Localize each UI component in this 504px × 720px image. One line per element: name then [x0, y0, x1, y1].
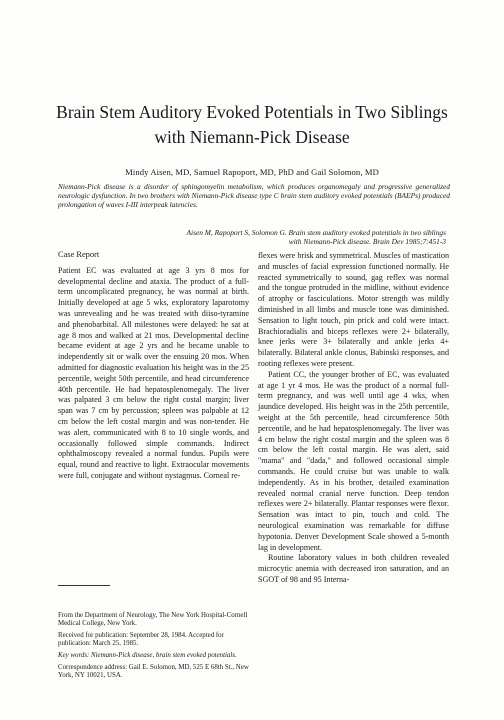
footnotes	[58, 612, 249, 683]
right-column	[258, 251, 449, 586]
body-paragraph: Patient EC was evaluated at age 3 yrs 8 mos for developmental decline and ataxia. The product of a full-term uncomplicated pregnancy, he was normal at birth. Initially developed at age 5 wks, exploratory laparotomy was unrevealing and he was treated with diiso-tyramine and phenobarbital. All milestones were delayed: he sat at age 8 mos and walked at 21 mos. Developmental decline became evident at age 2 yrs and he became unable to independently sit or walk over the ensuing 20 mos. When admitted for diagnostic evaluation his height was in the 25 percentile, weight 50th percentile, and head circumference 40th percentile. He had hepatosplenomegaly. The liver was palpated 3 cm below the right costal margin; liver span was 7 cm by percussion; spleen was palpable at 12 cm below the left costal margin and was non-tender. He was alert, communicated with 8 to 10 single words, and occasionally followed simple commands. Indirect ophthalmoscopy revealed a normal fundus. Pupils were equal, round and reactive to light. Extraocular movements were full, conjugate and without nystagmus. Corneal re-	[58, 265, 249, 480]
article-title-line-1: Brain Stem Auditory Evoked Potentials in Two Siblings	[56, 102, 448, 122]
footnote-keywords: Key words: Niemann-Pick disease, brain stem evoked potentials.	[58, 651, 237, 659]
footnote-affiliation: From the Department of Neurology, The New York Hospital-Cornell Medical College, New York.	[58, 612, 248, 628]
footnote-dates: Received for publication: September 28, 1984. Accepted for publication: March 25, 1985.	[58, 631, 224, 648]
citation	[166, 228, 446, 246]
left-column	[58, 250, 249, 482]
section-heading: Case Report	[58, 250, 100, 259]
article-title	[40, 100, 464, 150]
footnote-divider	[58, 585, 110, 586]
citation-line-1: Aisen M, Rapoport S, Solomon G. Brain stem auditory evoked potentials in two siblings	[186, 228, 446, 237]
article-title-line-2: with Niemann-Pick Disease	[154, 127, 350, 147]
body-paragraph: Patient CC, the younger brother of EC, was evaluated at age 1 yr 4 mos. He was the product of a normal full-term pregnancy, and was well until age 4 wks, when jaundice developed. His height was in the 25th percentile, weight at the 5th percentile, head circumference 50th percentile, and he had hepatosplenomegaly. The liver was 4 cm below the right costal margin and the spleen was 8 cm below the left costal margin. He was alert, said "mama" and "dada," and followed occasional simple commands. He could cruise but was unable to walk independently. As in his brother, detailed examination revealed normal cranial nerve function. Deep tendon reflexes were 2+ bilaterally. Plantar responses were flexor. Sensation was intact to pin, touch and cold. The neurological examination was remarkable for diffuse hypotonia. Denver Development Scale showed a 5-month lag in development.	[258, 369, 449, 552]
body-paragraph: flexes were brisk and symmetrical. Muscles of mastication and muscles of facial expression functioned normally. He reacted symmetrically to sound, gag reflex was normal and the tongue protruded in the midline, without evidence of atrophy or fasciculations. Motor strength was mildly diminished in all limbs and muscle tone was diminished. Sensation to light touch, pin prick and cold were intact. Brachioradialis and biceps reflexes were 2+ bilaterally, knee jerks were 3+ bilaterally and ankle jerks 4+ bilaterally. Bilateral ankle clonus, Babinski responses, and rooting reflexes were present.	[258, 251, 449, 368]
footnote-correspondence: Correspondence address: Gail E. Solomon, MD, 525 E 68th St., New York, NY 10021, USA.	[58, 663, 249, 679]
body-paragraph: Routine laboratory values in both children revealed microcytic anemia with decreased iron saturation, and an SGOT of 98 and 95 Interna-	[258, 553, 449, 584]
abstract: Niemann-Pick disease is a disorder of sphingomyelin metabolism, which produces organomegaly and progressive generalized neurologic dysfunction. In two brothers with Niemann-Pick disease type C brain stem auditory evoked potentials (BAEPs) produced prolongation of waves I-III interpeak latencies.	[58, 182, 450, 209]
citation-line-2: with Niemann-Pick disease. Brain Dev 1985;7:451-3	[288, 237, 446, 246]
author-list: Mindy Aisen, MD, Samuel Rapoport, MD, PhD and Gail Solomon, MD	[125, 167, 379, 177]
